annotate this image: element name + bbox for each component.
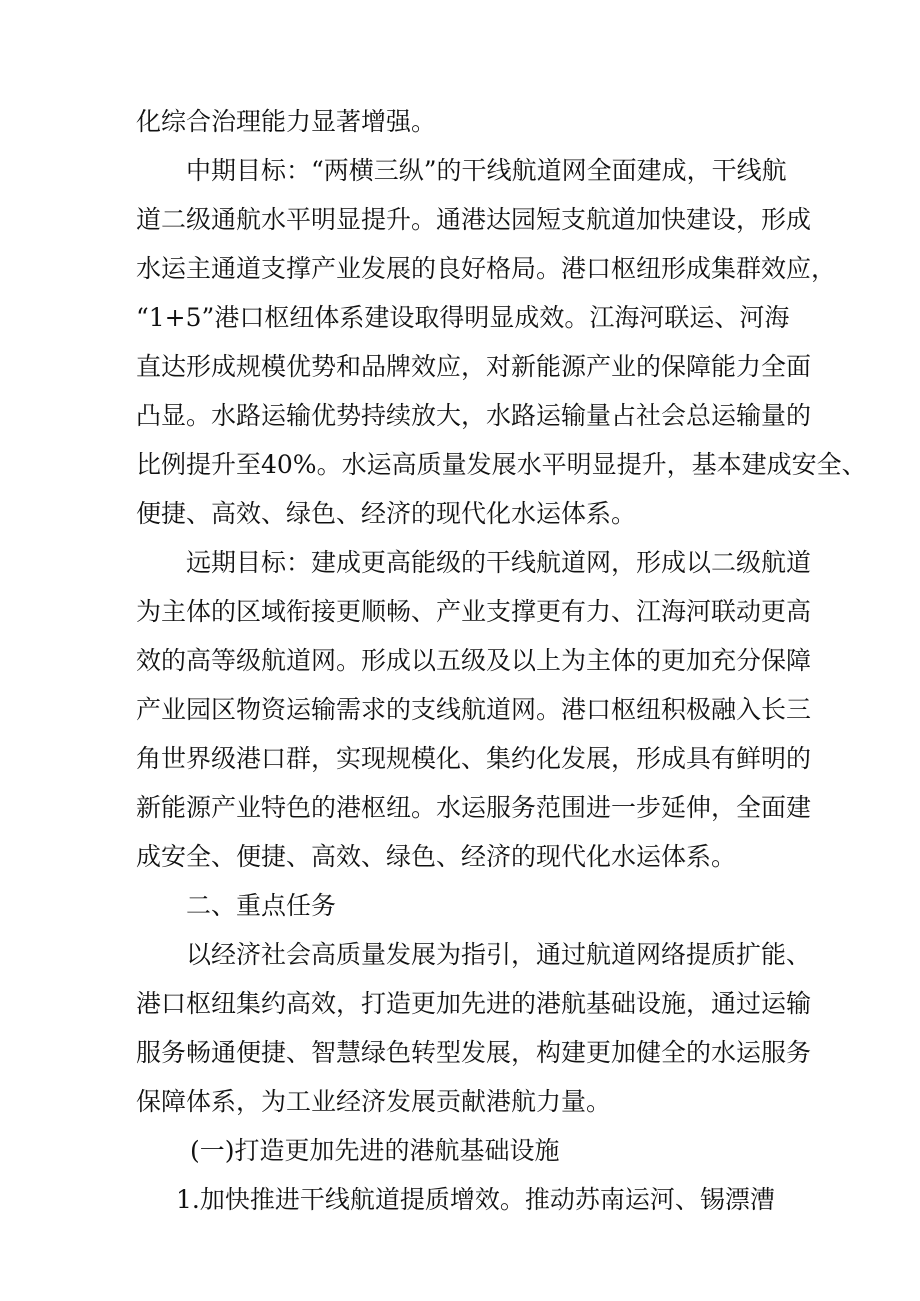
text-line: 港口枢纽集约高效，打造更加先进的港航基础设施，通过运输 bbox=[136, 989, 812, 1018]
text-line: 保障体系，为工业经济发展贡献港航力量。 bbox=[136, 1087, 612, 1116]
text-line: 成安全、便捷、高效、绿色、经济的现代化水运体系。 bbox=[136, 842, 737, 871]
text-line: “1+5”港口枢纽体系建设取得明显成效。江海河联运、河海 bbox=[136, 303, 790, 332]
text-line: 为主体的区域衔接更顺畅、产业支撑更有力、江海河联动更高 bbox=[136, 597, 812, 626]
text-line: 直达形成规模优势和品牌效应，对新能源产业的保障能力全面 bbox=[136, 352, 812, 381]
text-line: 水运主通道支撑产业发展的良好格局。港口枢纽形成集群效应， bbox=[136, 254, 837, 283]
text-line: 化综合治理能力显著增强。 bbox=[136, 107, 437, 136]
text-line: 产业园区物资运输需求的支线航道网。港口枢纽积极融入长三 bbox=[136, 695, 812, 724]
paragraph-medium-term-goal: 中期目标：“两横三纵”的干线航道网全面建成，干线航 bbox=[186, 156, 787, 185]
text-line: 道二级通航水平明显提升。通港达园短支航道加快建设，形成 bbox=[136, 205, 812, 234]
text-line: 角世界级港口群，实现规模化、集约化发展，形成具有鲜明的 bbox=[136, 744, 812, 773]
text-line: 比例提升至40%。水运高质量发展水平明显提升，基本建成安全、 bbox=[136, 450, 867, 479]
paragraph-long-term-goal: 远期目标：建成更高能级的干线航道网，形成以二级航道 bbox=[186, 548, 812, 577]
subsection-heading-infrastructure: (一)打造更加先进的港航基础设施 bbox=[190, 1136, 560, 1165]
numbered-item-1: 1.加快推进干线航道提质增效。推动苏南运河、锡漂漕 bbox=[176, 1185, 775, 1214]
text-line: 服务畅通便捷、智慧绿色转型发展，构建更加健全的水运服务 bbox=[136, 1038, 812, 1067]
text-line: 效的高等级航道网。形成以五级及以上为主体的更加充分保障 bbox=[136, 646, 812, 675]
section-heading-key-tasks: 二、重点任务 bbox=[186, 891, 337, 920]
paragraph-key-tasks-intro: 以经济社会高质量发展为指引，通过航道网络提质扩能、 bbox=[186, 940, 812, 969]
text-line: 便捷、高效、绿色、经济的现代化水运体系。 bbox=[136, 499, 637, 528]
text-line: 新能源产业特色的港枢纽。水运服务范围进一步延伸，全面建 bbox=[136, 793, 812, 822]
text-line: 凸显。水路运输优势持续放大，水路运输量占社会总运输量的 bbox=[136, 401, 812, 430]
